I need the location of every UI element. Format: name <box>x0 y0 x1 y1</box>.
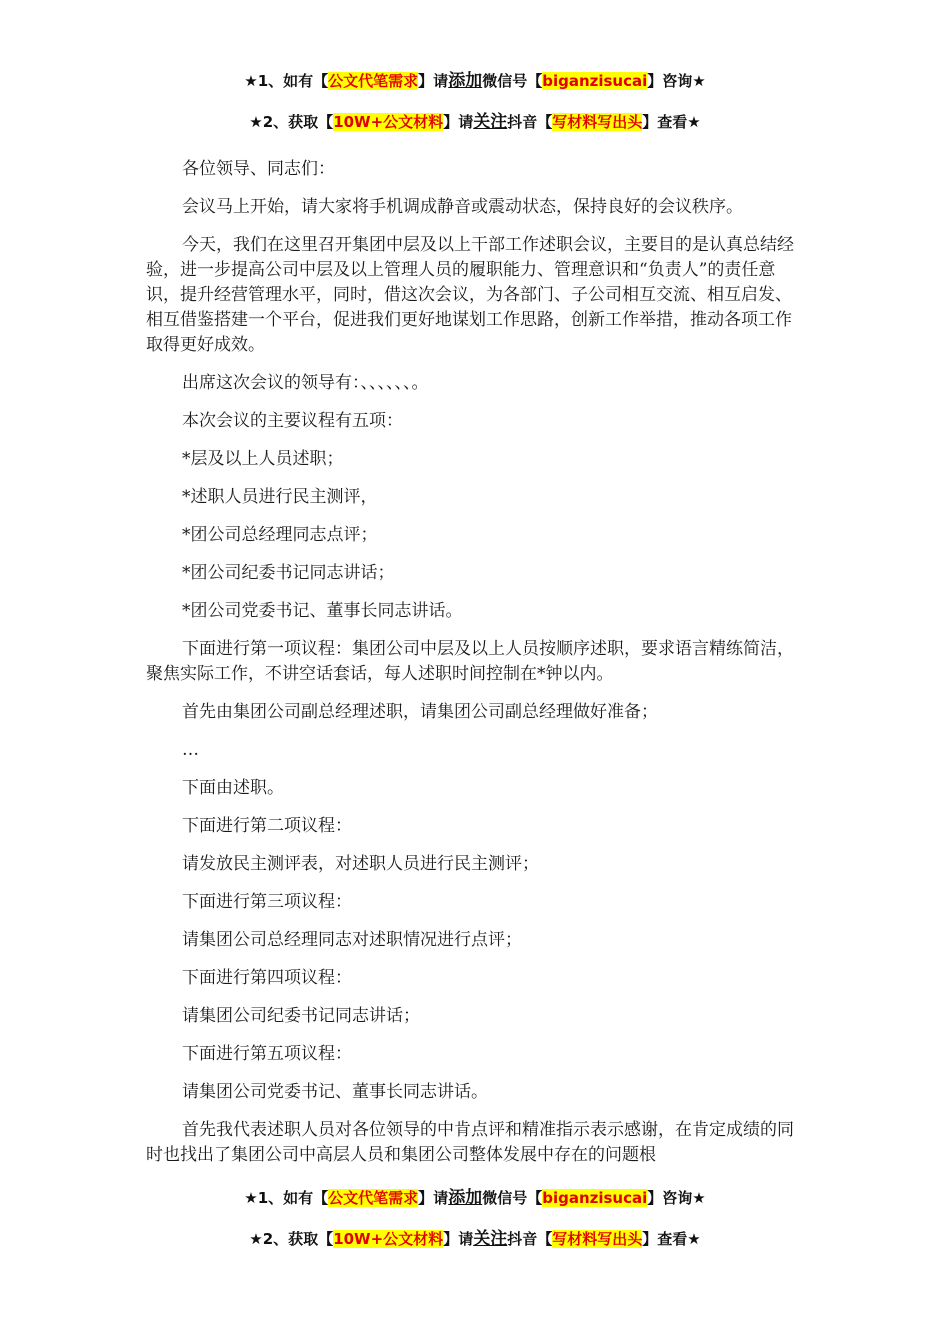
paragraph: 请集团公司总经理同志对述职情况进行点评； <box>182 930 522 950</box>
banner-text: 】请 <box>443 1230 474 1248</box>
header-banner-line-1 <box>0 70 950 92</box>
banner-text: 】请 <box>418 72 449 90</box>
banner-text: 2、获取【 <box>262 113 334 131</box>
paragraph: 下面进行第三项议程： <box>182 892 352 912</box>
paragraph: 出席这次会议的领导有：、、、、、、。 <box>182 373 429 393</box>
paragraph: 本次会议的主要议程有五项： <box>182 411 403 431</box>
banner-text: 】咨询 <box>647 1189 693 1207</box>
underlined-action: 关注 <box>473 1229 508 1249</box>
paragraph: 今天，我们在这里召开集团中层及以上干部工作述职会议，主要目的是认真总结经验，进一步提高公司中层及以上管理人员的履职能力、管理意识和“负责人”的责任意识，提升经营管理水平，同时，借这次会议，为各部门、子公司相互交流、相互启发、相互借鉴搭建一个平台，促进我们更好地谋划工作思路，创新工作举措，推动各项工作取得更好成效。 <box>146 235 794 355</box>
banner-text: 】咨询 <box>647 72 693 90</box>
header-banner-line-2 <box>0 111 950 133</box>
paragraph: 下面进行第四项议程： <box>182 968 352 988</box>
paragraph: 请集团公司党委书记、董事长同志讲话。 <box>182 1082 488 1102</box>
underlined-action: 添加 <box>448 1188 483 1208</box>
star-icon: ★ <box>692 1189 706 1207</box>
footer-banner-line-2 <box>0 1228 950 1250</box>
banner-text: 】查看 <box>642 1230 688 1248</box>
paragraph: 下面进行第二项议程： <box>182 816 352 836</box>
banner-text: 抖音【 <box>507 113 553 131</box>
banner-text: 】查看 <box>642 113 688 131</box>
star-icon: ★ <box>249 1230 263 1248</box>
highlight-materials: 10W+公文材料 <box>333 1230 444 1248</box>
banner-text: 抖音【 <box>507 1230 553 1248</box>
paragraph: 请发放民主测评表，对述职人员进行民主测评； <box>182 854 539 874</box>
highlight-wechat-id: biganzisucai <box>542 1189 648 1207</box>
highlight-service: 公文代笔需求 <box>328 72 419 90</box>
footer-banner-line-1 <box>0 1187 950 1209</box>
paragraph: 会议马上开始，请大家将手机调成静音或震动状态，保持良好的会议秩序。 <box>182 197 743 217</box>
agenda-item: *团公司纪委书记同志讲话； <box>182 563 395 583</box>
ellipsis: … <box>182 740 199 760</box>
star-icon: ★ <box>244 1189 258 1207</box>
banner-text: 】请 <box>443 113 474 131</box>
banner-text: 2、获取【 <box>262 1230 334 1248</box>
highlight-douyin-account: 写材料写出头 <box>552 113 643 131</box>
star-icon: ★ <box>249 113 263 131</box>
highlight-wechat-id: biganzisucai <box>542 72 648 90</box>
agenda-item: *层及以上人员述职； <box>182 449 344 469</box>
star-icon: ★ <box>244 72 258 90</box>
banner-text: 1、如有【 <box>257 1189 329 1207</box>
agenda-item: *团公司总经理同志点评； <box>182 525 378 545</box>
banner-text: 】请 <box>418 1189 449 1207</box>
paragraph: 下面进行第一项议程：集团公司中层及以上人员按顺序述职，要求语言精练简洁，聚焦实际工作，不讲空话套话，每人述职时间控制在*钟以内。 <box>146 639 794 684</box>
highlight-service: 公文代笔需求 <box>328 1189 419 1207</box>
document-body <box>146 157 798 1168</box>
banner-text: 1、如有【 <box>257 72 329 90</box>
star-icon: ★ <box>692 72 706 90</box>
banner-text: 微信号【 <box>482 72 543 90</box>
banner-text: 微信号【 <box>482 1189 543 1207</box>
paragraph: 各位领导、同志们： <box>182 159 335 179</box>
paragraph: 下面由述职。 <box>182 778 284 798</box>
underlined-action: 添加 <box>448 71 483 91</box>
highlight-materials: 10W+公文材料 <box>333 113 444 131</box>
paragraph: 下面进行第五项议程： <box>182 1044 352 1064</box>
highlight-douyin-account: 写材料写出头 <box>552 1230 643 1248</box>
paragraph: 请集团公司纪委书记同志讲话； <box>182 1006 420 1026</box>
agenda-item: *团公司党委书记、董事长同志讲话。 <box>182 601 463 621</box>
star-icon: ★ <box>687 113 701 131</box>
star-icon: ★ <box>687 1230 701 1248</box>
paragraph: 首先由集团公司副总经理述职，请集团公司副总经理做好准备； <box>182 702 658 722</box>
agenda-item: *述职人员进行民主测评， <box>182 487 378 507</box>
paragraph: 首先我代表述职人员对各位领导的中肯点评和精准指示表示感谢，在肯定成绩的同时也找出了集团公司中高层人员和集团公司整体发展中存在的问题根 <box>146 1120 794 1165</box>
underlined-action: 关注 <box>473 112 508 132</box>
